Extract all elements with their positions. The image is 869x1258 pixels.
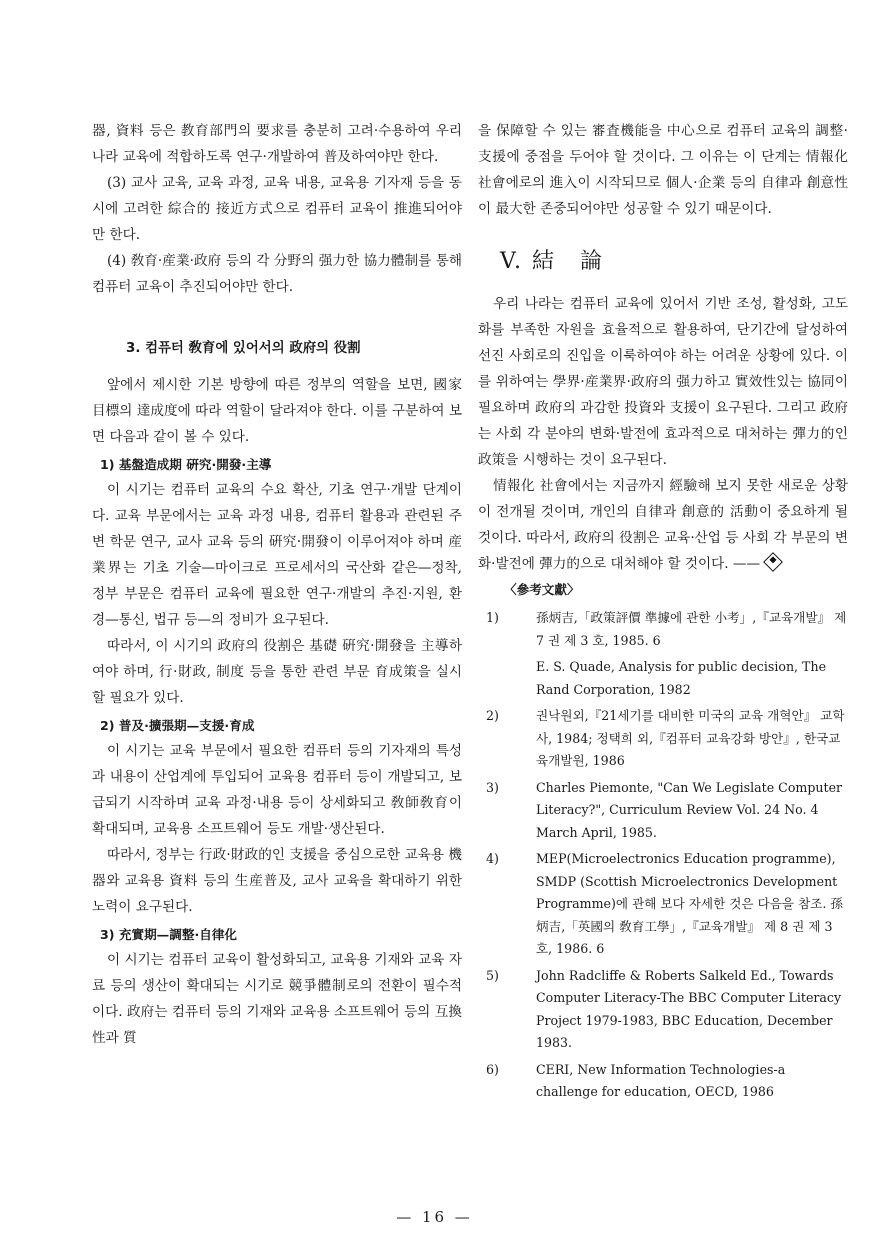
reference-item <box>478 705 848 773</box>
paragraph-text: 情報化 社會에서는 지금까지 經驗해 보지 못한 새로운 상황이 전개될 것이며, 개인의 自律과 創意的 活動이 중요하게 될 것이다. 따라서, 政府의 役割은 교육·산업 등 사회 각 부문의 변화·발전에 彈力的으로 대처해야 할 것이다. —— <box>478 478 848 572</box>
reference-item <box>478 607 848 652</box>
paragraph: 이 시기는 교육 부문에서 필요한 컴퓨터 등의 기자재의 특성과 내용이 산업계에 투입되어 교육용 컴퓨터 등이 개발되고, 보급되기 시작하며 교육 과정·내용 등이 상세화되고 敎師敎育이 확대되며, 교육용 소프트웨어 등도 개발·생산된다. <box>92 743 462 837</box>
reference-item <box>478 1059 848 1104</box>
reference-number: 6) <box>486 1061 499 1077</box>
reference-text: 권낙원외,『21세기를 대비한 미국의 교육 개혁안』 교학사, 1984; 정택희 외,『컴퓨터 교육강화 방안』, 한국교육개발원, 1986 <box>536 708 845 768</box>
page-number: — 16 — <box>396 1208 473 1226</box>
paragraph: 앞에서 제시한 기본 방향에 따른 정부의 역할을 보면, 國家目標의 達成度에 따라 역할이 달라져야 한다. 이를 구분하여 보면 다음과 같이 볼 수 있다. <box>92 377 462 445</box>
reference-item <box>478 777 848 845</box>
paragraph: 이 시기는 컴퓨터 교육의 수요 확산, 기초 연구·개발 단계이다. 교육 부문에서는 교육 과정 내용, 컴퓨터 활용과 관련된 주변 학문 연구, 교사 교육 등의 硏究·開發이 이루어져야 하며 産業界는 기초 기술—마이크로 프로세서의 국산화 같은—정착, 정부 부문은 컴퓨터 교육에 필요한 연구·개발의 추진·지원, 환경—통신, 법규 등—의 정비가 요구된다. <box>92 482 462 628</box>
paragraph <box>478 473 848 577</box>
reference-text: 孫炳吉,「政策評價 準據에 관한 小考」,『교육개발』 제 7 권 제 3 호, 1985. 6 <box>536 610 847 648</box>
reference-item <box>478 848 848 961</box>
paragraph: 우리 나라는 컴퓨터 교육에 있어서 기반 조성, 활성화, 고도화를 부족한 자원을 효율적으로 활용하여, 단기간에 달성하여 선진 사회로의 진입을 이룩하여야 하는 어려운 상황에 있다. 이를 위하여는 學界·産業界·政府의 强力하고 實效性있는 協同이 필요하며 政府의 과감한 投資와 支援이 요구된다. 그리고 政府는 사회 각 분야의 변화·발전에 효과적으로 대처하는 彈力的인 政策을 시행하는 것이 요구된다. <box>478 296 848 468</box>
section-heading: 3. 컴퓨터 敎育에 있어서의 政府의 役割 <box>126 341 361 356</box>
reference-item <box>478 656 848 701</box>
paragraph: (4) 敎育·産業·政府 등의 각 分野의 强力한 協力體制를 통해 컴퓨터 교육이 추진되어야만 한다. <box>92 253 462 295</box>
paragraph: 따라서, 이 시기의 政府의 役割은 基礎 硏究·開發을 主導하여야 하며, 行·財政, 制度 등을 통한 관련 부문 育成策을 실시할 필요가 있다. <box>92 638 462 706</box>
end-mark-icon <box>763 552 783 572</box>
chapter-heading: V. 結 論 <box>500 249 605 274</box>
reference-number: 3) <box>486 779 499 795</box>
references-list <box>478 607 848 1104</box>
reference-text: CERI, New Information Technologies-a challenge for education, OECD, 1986 <box>536 1061 786 1099</box>
paragraph: 따라서, 정부는 行政·財政的인 支援을 중심으로한 교육용 機器와 교육용 資料 등의 生産普及, 교사 교육을 확대하기 위한 노력이 요구된다. <box>92 847 462 915</box>
paragraph: 을 保障할 수 있는 審査機能을 中心으로 컴퓨터 교육의 調整·支援에 중점을 두어야 할 것이다. 그 이유는 이 단계는 情報化 社會에로의 進入이 시작되므로 個人·企業 등의 自律과 創意性이 最大한 존중되어야만 성공할 수 있기 때문이다. <box>478 123 848 217</box>
paragraph: (3) 교사 교육, 교육 과정, 교육 내용, 교육용 기자재 등을 동시에 고려한 綜合的 接近方式으로 컴퓨터 교육이 推進되어야만 한다. <box>92 175 462 243</box>
subsection-heading: 1) 基盤造成期 硏究·開發·主導 <box>100 457 272 472</box>
reference-number: 4) <box>486 851 499 866</box>
reference-text: Charles Piemonte, "Can We Legislate Computer Literacy?", Curriculum Review Vol. 24 No. 4 March April, 1985. <box>536 779 843 840</box>
reference-text: John Radcliffe & Roberts Salkeld Ed., Towards Computer Literacy-The BBC Computer Literacy Project 1979-1983, BBC Education, December 1983. <box>536 967 842 1050</box>
references-title: 〈參考文獻〉 <box>504 582 580 597</box>
paragraph: 이 시기는 컴퓨터 교육이 활성화되고, 교육용 기재와 교육 자료 등의 생산이 확대되는 시기로 競爭體制로의 전환이 필수적이다. 政府는 컴퓨터 등의 기재와 교육용 소프트웨어 등의 互換性과 質 <box>92 952 462 1046</box>
reference-number: 2) <box>486 708 499 723</box>
subsection-heading: 2) 普及·擴張期—支援·育成 <box>100 718 255 733</box>
reference-number: 5) <box>486 967 499 983</box>
paragraph: 器, 資料 등은 教育部門의 要求를 충분히 고려·수용하여 우리 나라 교육에 적합하도록 연구·개발하여 普及하여야만 한다. <box>92 123 462 165</box>
subsection-heading: 3) 充實期—調整·自律化 <box>100 927 238 942</box>
right-column <box>478 118 848 1108</box>
reference-text: E. S. Quade, Analysis for public decision, The Rand Corporation, 1982 <box>536 659 827 697</box>
reference-text: MEP(Microelectronics Education programme), SMDP (Scottish Microelectronics Development Programme)에 관해 보다 자세한 것은 다음을 참조. 孫炳吉,「英國의 敎育工學」,『교육개발』 제 8 권 제 3 호, 1986. 6 <box>536 851 844 956</box>
reference-item <box>478 965 848 1055</box>
left-column <box>92 118 462 1051</box>
reference-number: 1) <box>486 610 499 625</box>
